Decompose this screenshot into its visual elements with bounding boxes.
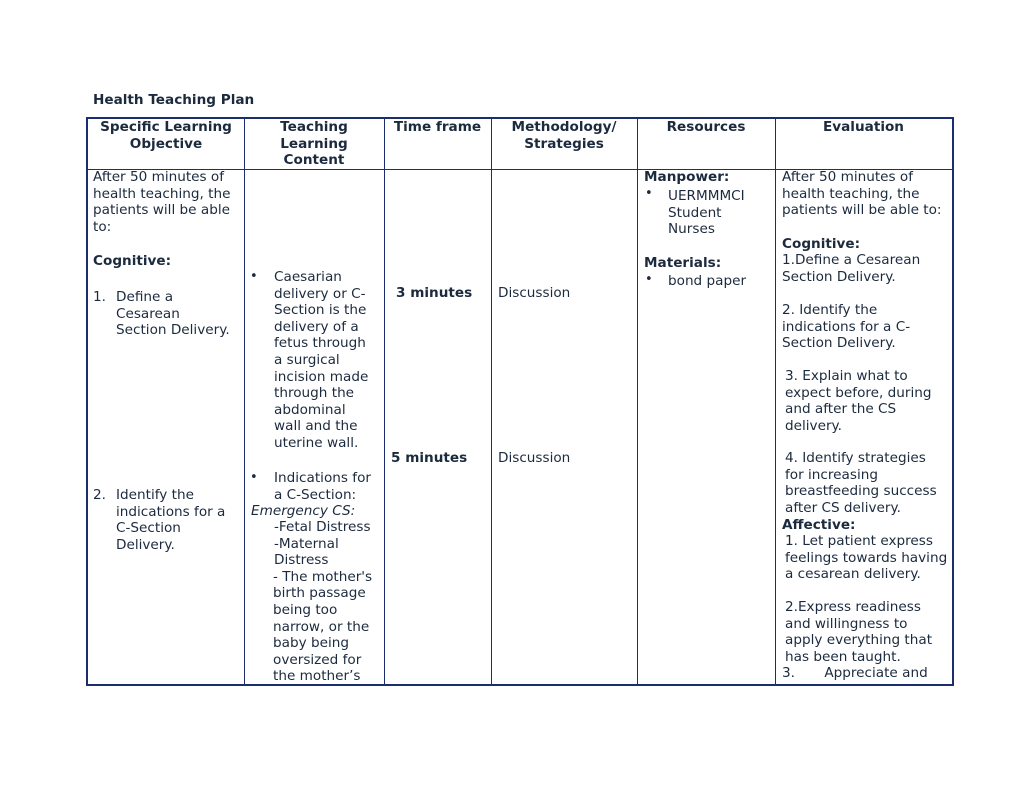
method-2: Discussion bbox=[498, 450, 571, 466]
bullet-icon: • bbox=[250, 269, 258, 284]
emergency-cs-label: Emergency CS: bbox=[251, 503, 356, 519]
evaluation-affective-1 bbox=[785, 533, 947, 583]
text-line: after CS delivery. bbox=[785, 499, 901, 516]
header-line: Strategies bbox=[524, 135, 604, 152]
text-line: for increasing bbox=[785, 466, 878, 483]
text-line: Section Delivery. bbox=[782, 268, 896, 285]
evaluation-cognitive-label: Cognitive: bbox=[782, 236, 861, 252]
content-bullet-1 bbox=[274, 269, 368, 452]
text-line: wall and the bbox=[274, 418, 358, 435]
text-line: and after the CS bbox=[785, 401, 897, 418]
text-line: health teaching, the bbox=[782, 185, 920, 202]
text-line: being too bbox=[273, 601, 338, 618]
text-line: Section is the bbox=[274, 302, 367, 319]
materials-label: Materials: bbox=[644, 255, 722, 271]
evaluation-cognitive-2 bbox=[782, 302, 910, 352]
text-line: 1. Let patient express bbox=[785, 533, 933, 549]
text-line: indications for a C- bbox=[782, 318, 911, 335]
text-line: a cesarean delivery. bbox=[785, 566, 921, 583]
text-line: 3. Explain what to bbox=[785, 368, 908, 384]
text-line: expect before, during bbox=[785, 384, 932, 401]
bullet-icon: • bbox=[645, 272, 653, 287]
text-line: Delivery. bbox=[116, 536, 175, 553]
text-line: C-Section bbox=[116, 520, 181, 537]
evaluation-cognitive-1 bbox=[782, 252, 920, 285]
text-line: feelings towards having bbox=[785, 549, 948, 566]
header-line: Specific Learning bbox=[100, 119, 232, 135]
text-line: delivery or C- bbox=[274, 285, 366, 302]
evaluation-cognitive-3 bbox=[785, 368, 932, 434]
document-title: Health Teaching Plan bbox=[93, 92, 255, 108]
text-line: baby being bbox=[273, 635, 349, 652]
content-cell bbox=[245, 170, 384, 686]
list-number: 2. bbox=[93, 487, 106, 503]
text-line: -Fetal Distress bbox=[274, 519, 371, 535]
time-frame-1: 3 minutes bbox=[396, 285, 473, 301]
header-line: Methodology/ bbox=[511, 119, 617, 135]
list-number: 3. bbox=[782, 665, 795, 681]
content-bullet-2 bbox=[274, 470, 371, 503]
list-number: 1. bbox=[93, 289, 106, 305]
header-content bbox=[244, 119, 384, 169]
text-line: Caesarian bbox=[274, 269, 342, 285]
text-line: through the bbox=[274, 385, 355, 402]
text-line: Define a bbox=[116, 289, 174, 305]
materials-item: bond paper bbox=[668, 273, 747, 289]
text-line: -Maternal bbox=[274, 535, 339, 552]
header-resources bbox=[637, 119, 775, 136]
text-line: 4. Identify strategies bbox=[785, 450, 926, 466]
text-line: Section Delivery. bbox=[116, 322, 230, 339]
text-line: a C-Section: bbox=[274, 486, 357, 503]
text-line: Identify the bbox=[116, 487, 194, 503]
header-objective bbox=[88, 119, 244, 152]
text-line: delivery of a bbox=[274, 318, 359, 335]
bullet-icon: • bbox=[250, 470, 258, 485]
evaluation-affective-label: Affective: bbox=[782, 517, 856, 533]
header-methodology bbox=[491, 119, 637, 152]
text-line: 2. Identify the bbox=[782, 302, 878, 318]
text-line: abdominal bbox=[274, 401, 346, 418]
text-line: Section Delivery. bbox=[782, 335, 896, 352]
method-1: Discussion bbox=[498, 285, 571, 301]
text-line: UERMMMCI bbox=[668, 188, 745, 204]
text-line: patients will be able bbox=[93, 202, 230, 219]
text-line: Appreciate and bbox=[824, 665, 928, 681]
header-line: Objective bbox=[129, 135, 203, 152]
header-line: Content bbox=[283, 152, 345, 169]
text-line: has been taught. bbox=[785, 648, 901, 665]
text-line: delivery. bbox=[785, 417, 842, 434]
text-line: breastfeeding success bbox=[785, 483, 937, 500]
header-evaluation bbox=[775, 119, 952, 136]
evaluation-affective-2 bbox=[785, 599, 932, 665]
text-line: After 50 minutes of bbox=[93, 169, 225, 185]
objective-intro bbox=[93, 169, 230, 235]
header-line: Learning bbox=[280, 135, 348, 152]
text-line: After 50 minutes of bbox=[782, 170, 914, 185]
text-line: 2.Express readiness bbox=[785, 599, 921, 615]
column-divider bbox=[491, 119, 492, 684]
text-line: incision made bbox=[274, 368, 369, 385]
text-line: Nurses bbox=[668, 221, 715, 238]
manpower-item bbox=[668, 188, 745, 238]
bullet-icon: • bbox=[645, 186, 653, 201]
header-line: Time frame bbox=[393, 119, 482, 135]
header-line: Teaching bbox=[280, 119, 348, 135]
manpower-label: Manpower: bbox=[644, 169, 730, 185]
text-line: and willingness to bbox=[785, 615, 908, 632]
text-line: - The mother's bbox=[273, 568, 373, 585]
text-line: apply everything that bbox=[785, 632, 933, 649]
time-frame-2: 5 minutes bbox=[391, 450, 468, 466]
header-line: Resources bbox=[666, 119, 746, 135]
text-line: uterine wall. bbox=[274, 434, 359, 451]
text-line: narrow, or the bbox=[273, 618, 370, 635]
evaluation-cell bbox=[776, 170, 952, 686]
text-line: birth passage bbox=[273, 585, 366, 602]
evaluation-cognitive-4 bbox=[785, 450, 937, 516]
text-line: Indications for bbox=[274, 470, 371, 486]
text-line: to: bbox=[93, 218, 112, 235]
header-line: Evaluation bbox=[822, 119, 904, 135]
text-line: Distress bbox=[274, 552, 329, 569]
text-line: Student bbox=[668, 204, 722, 221]
text-line: health teaching, the bbox=[93, 185, 231, 202]
column-divider bbox=[637, 119, 638, 684]
text-line: indications for a bbox=[116, 503, 226, 520]
text-line: 1.Define a Cesarean bbox=[782, 252, 921, 268]
text-line: patients will be able to: bbox=[782, 202, 942, 219]
objective-cognitive-label: Cognitive: bbox=[93, 253, 172, 269]
teaching-plan-table bbox=[86, 117, 954, 686]
evaluation-intro bbox=[782, 170, 942, 219]
text-line: the mother’s bbox=[273, 668, 361, 685]
column-divider bbox=[384, 119, 385, 684]
text-line: a surgical bbox=[274, 351, 340, 368]
evaluation-affective-3 bbox=[782, 665, 928, 682]
header-time-frame bbox=[384, 119, 491, 136]
text-line: oversized for bbox=[273, 651, 362, 668]
emergency-cs-list bbox=[273, 519, 372, 685]
text-line: Cesarean bbox=[116, 305, 180, 322]
text-line: fetus through bbox=[274, 335, 366, 352]
